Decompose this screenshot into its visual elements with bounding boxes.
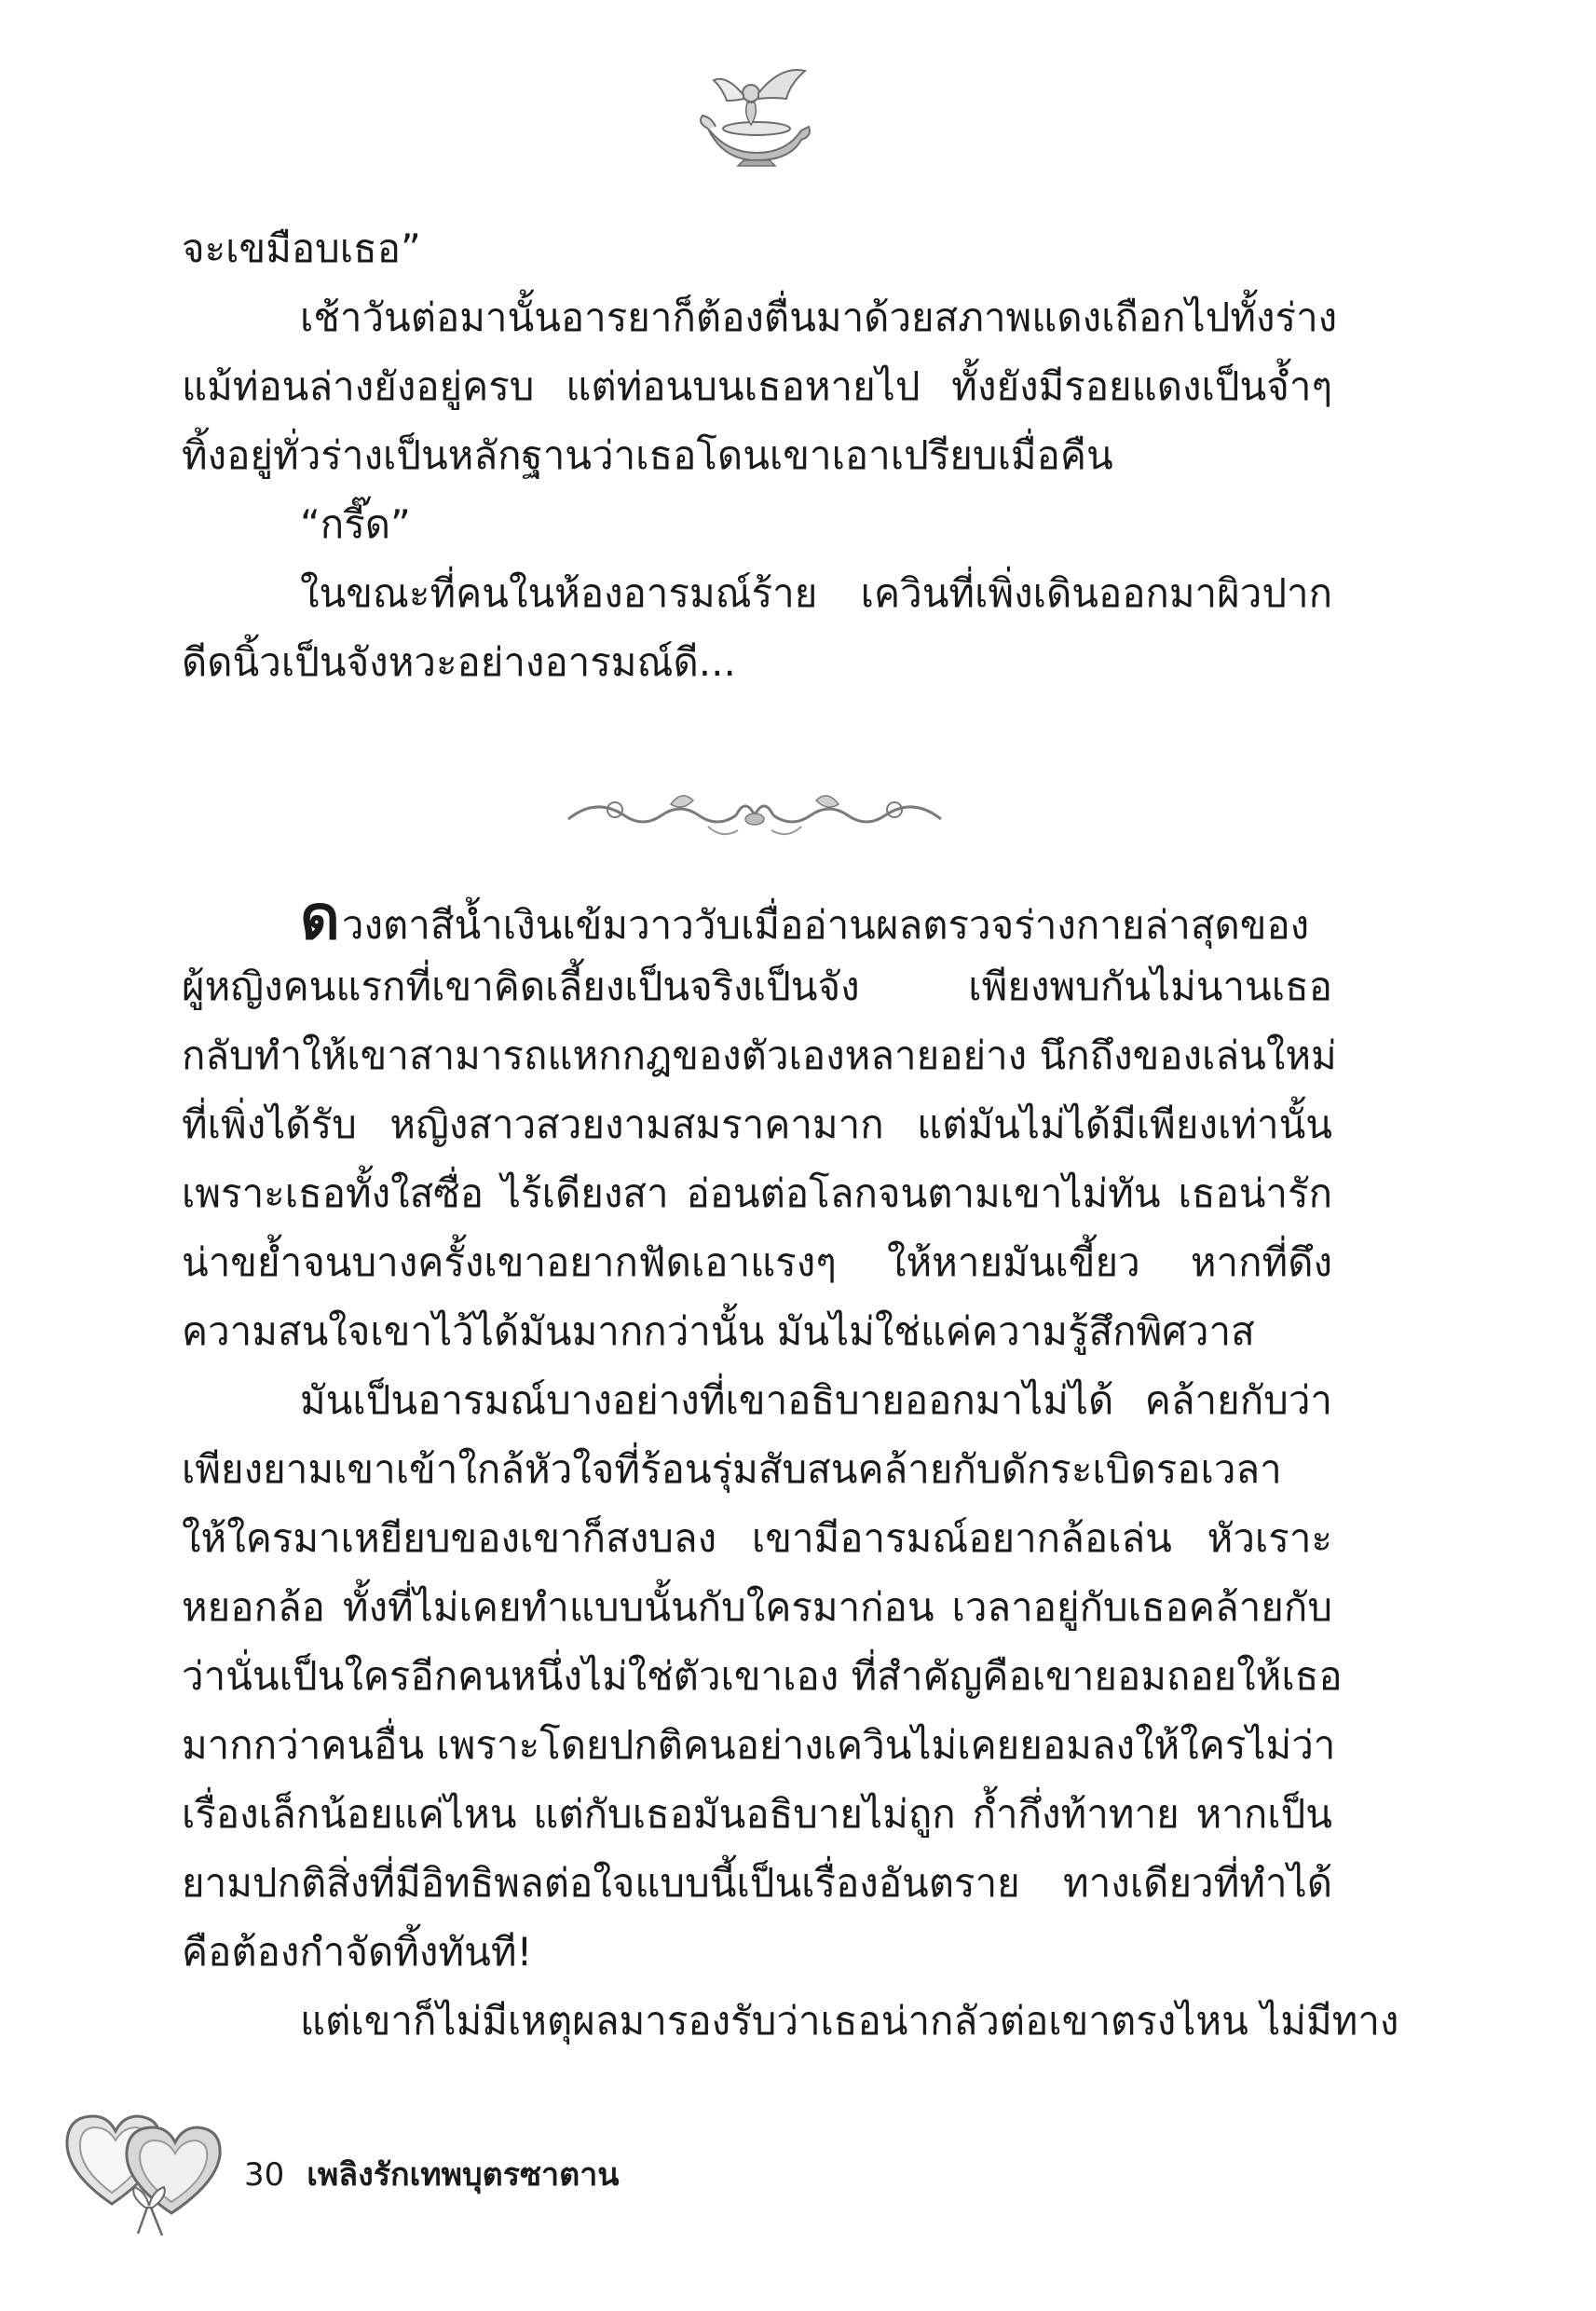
text-line: ความสนใจเขาไว้ได้มันมากกว่านั้น มันไม่ใช่แค่ความรู้สึกพิศวาส <box>182 1308 1255 1354</box>
text-line: มากกว่าคนอื่น เพราะโดยปกติคนอย่างเควินไม่เคยยอมลงให้ใครไม่ว่า <box>182 1722 1336 1768</box>
text-line: “กรี๊ด” <box>300 501 411 547</box>
text-line: มันเป็นอารมณ์บางอย่างที่เขาอธิบายออกมาไม่ได้ คล้ายกับว่า <box>300 1377 1332 1423</box>
text-line: ให้ใครมาเหยียบของเขาก็สงบลง เขามีอารมณ์อยากล้อเล่น หัวเราะ <box>182 1515 1332 1561</box>
text-line: หยอกล้อ ทั้งที่ไม่เคยทำแบบนั้นกับใครมาก่อน เวลาอยู่กับเธอคล้ายกับ <box>182 1584 1332 1630</box>
text-line: เพราะเธอทั้งใสซื่อ ไร้เดียงสา อ่อนต่อโลกจนตามเขาไม่ทัน เธอน่ารัก <box>182 1170 1332 1216</box>
text-line: น่าขย้ำจนบางครั้งเขาอยากฟัดเอาแรงๆ ให้หายมันเขี้ยว หากที่ดึง <box>182 1239 1332 1285</box>
text-line: จะเขมือบเธอ” <box>182 226 421 271</box>
page-number: 30 <box>244 2156 285 2194</box>
text-line: เรื่องเล็กน้อยแค่ไหน แต่กับเธอมันอธิบายไม่ถูก ก้ำกึ่งท้าทาย หากเป็น <box>182 1791 1332 1837</box>
text-line: เพียงยามเขาเข้าใกล้หัวใจที่ร้อนรุ่มสับสนคล้ายกับดักระเบิดรอเวลา <box>182 1446 1282 1492</box>
text-line: ดีดนิ้วเป็นจังหวะอย่างอารมณ์ดี... <box>182 639 736 685</box>
book-title: เพลิงรักเทพบุตรซาตาน <box>307 2156 620 2194</box>
text-line: ในขณะที่คนในห้องอารมณ์ร้าย เควินที่เพิ่งเดินออกมาผิวปาก <box>300 570 1332 616</box>
text-line: กลับทำให้เขาสามารถแหกกฎของตัวเองหลายอย่าง นึกถึงของเล่นใหม่ <box>182 1032 1337 1078</box>
text-line: แต่เขาก็ไม่มีเหตุผลมารองรับว่าเธอน่ากลัวต่อเขาตรงไหน ไม่มีทาง <box>300 1998 1399 2044</box>
text-line: ที่เพิ่งได้รับ หญิงสาวสวยงามสมราคามาก แต่มันไม่ได้มีเพียงเท่านั้น <box>182 1101 1332 1147</box>
text-line: ผู้หญิงคนแรกที่เขาคิดเลี้ยงเป็นจริงเป็นจัง เพียงพบกันไม่นานเธอ <box>182 964 1332 1009</box>
text-line <box>182 883 1332 952</box>
text-line: แม้ท่อนล่างยังอยู่ครบ แต่ท่อนบนเธอหายไป ทั้งยังมีรอยแดงเป็นจ้ำๆ <box>182 363 1332 409</box>
drop-cap: ด <box>300 882 340 953</box>
text-line: ทิ้งอยู่ทั่วร่างเป็นหลักฐานว่าเธอโดนเขาเอาเปรียบเมื่อคืน <box>182 432 1113 478</box>
page-footer <box>244 2149 620 2199</box>
text-line: เช้าวันต่อมานั้นอารยาก็ต้องตื่นมาด้วยสภาพแดงเถือกไปทั้งร่าง <box>300 294 1338 340</box>
hearts-ornament-icon <box>56 2083 233 2241</box>
passage-part-2 <box>182 882 1399 2056</box>
angel-lamp-ornament-icon <box>689 56 820 168</box>
text-line: ยามปกติสิ่งที่มีอิทธิพลต่อใจแบบนี้เป็นเรื่องอันตราย ทางเดียวที่ทำได้ <box>182 1860 1332 1906</box>
passage-part-1 <box>182 214 1338 697</box>
text-line: ว่านั่นเป็นใครอีกคนหนึ่งไม่ใช่ตัวเขาเอง ที่สำคัญคือเขายอมถอยให้เธอ <box>182 1653 1343 1699</box>
text-line-content: วงตาสีน้ำเงินเข้มวาววับเมื่ออ่านผลตรวจร่างกายล่าสุดของ <box>341 902 1310 948</box>
text-line: คือต้องกำจัดทิ้งทันที! <box>182 1929 533 1975</box>
scene-divider-ornament-icon <box>559 778 950 853</box>
